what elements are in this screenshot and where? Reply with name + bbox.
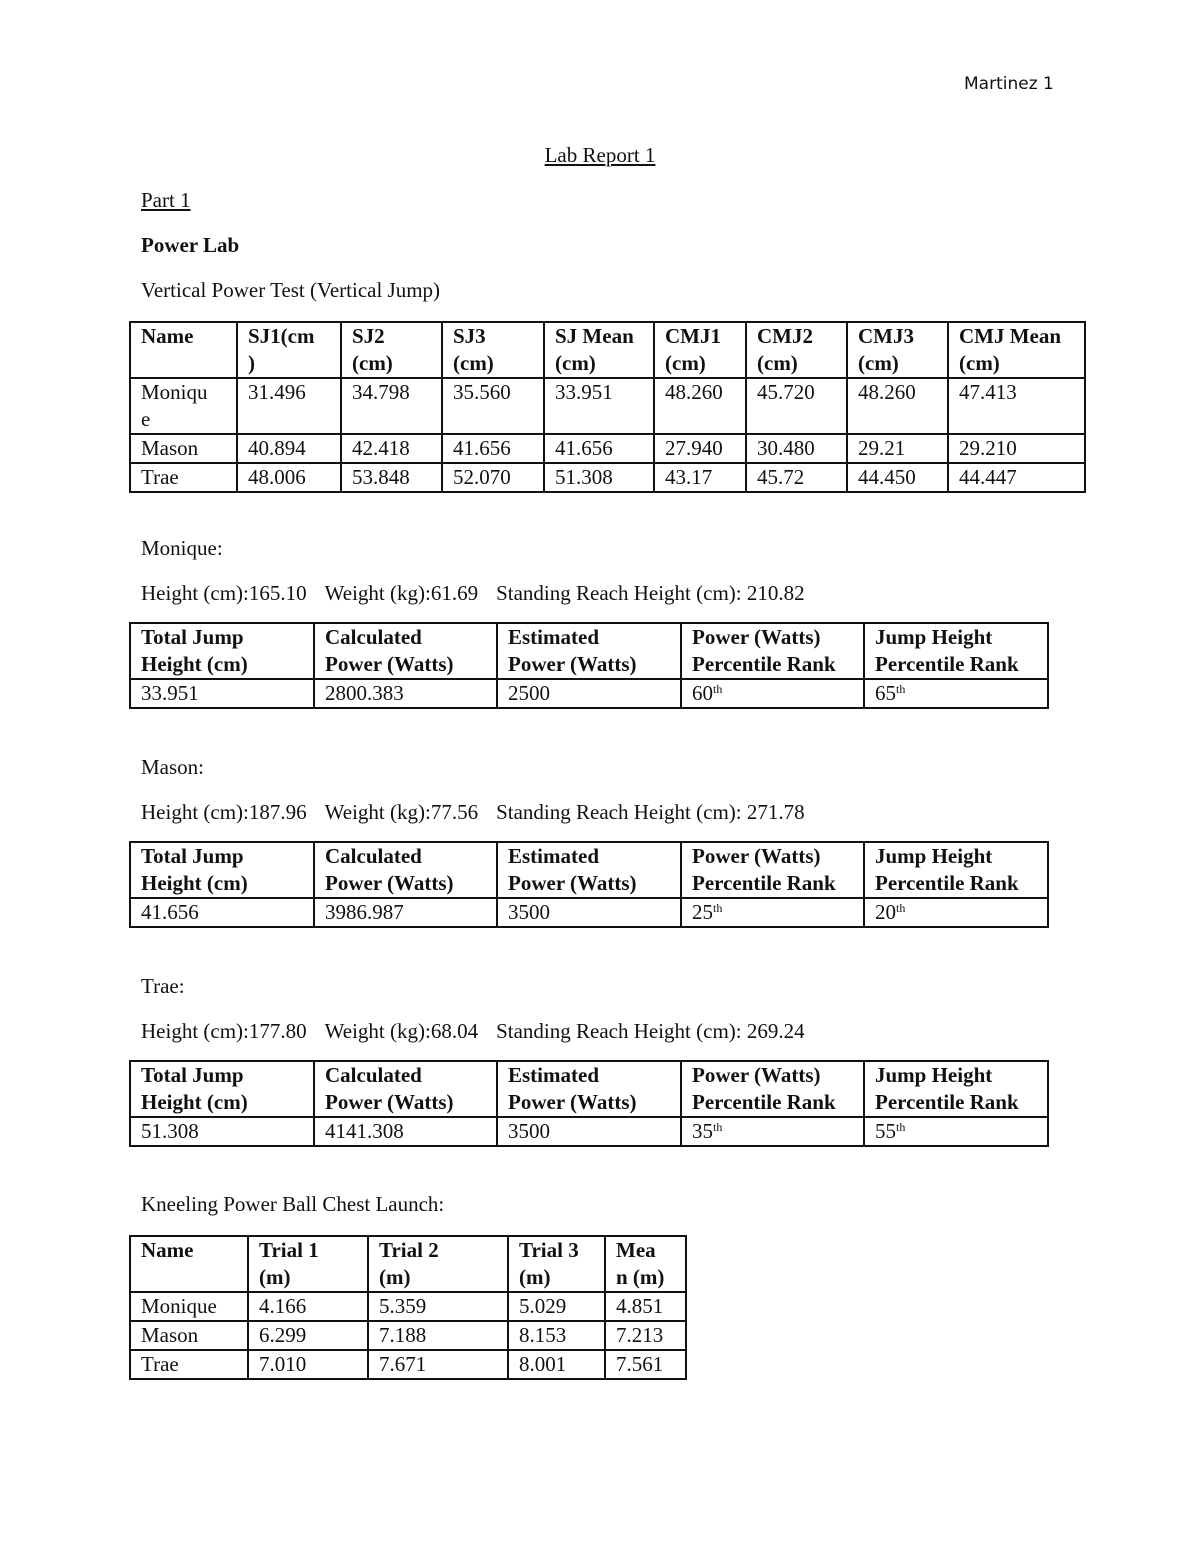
- value-cell: 3986.987: [314, 898, 497, 927]
- value-cell: 2500: [497, 679, 681, 708]
- athlete-power-table: [129, 841, 1049, 928]
- vertical-test-label: Vertical Power Test (Vertical Jump): [141, 278, 441, 302]
- table-header-row: [130, 322, 1085, 378]
- name-cell: Mason: [130, 434, 237, 463]
- header-cell: Name: [130, 322, 237, 378]
- athlete-weight: Weight (kg):77.56: [324, 800, 479, 824]
- name-cell: Moniqu e: [130, 378, 237, 434]
- part-label: Part 1: [141, 188, 191, 212]
- name-cell: Trae: [130, 463, 237, 492]
- name-cell: Monique: [130, 1292, 248, 1321]
- header-cell: Total Jump Height (cm): [130, 842, 314, 898]
- athlete-label: Trae:: [141, 974, 185, 998]
- ball-launch-label: Kneeling Power Ball Chest Launch:: [141, 1192, 445, 1216]
- name-cell: Mason: [130, 1321, 248, 1350]
- value-cell: 7.188: [368, 1321, 508, 1350]
- athlete-power-table: [129, 1060, 1049, 1147]
- value-cell: 33.951: [544, 378, 654, 434]
- table-row: [130, 1117, 1048, 1146]
- value-cell: 51.308: [130, 1117, 314, 1146]
- table-header-row: [130, 1061, 1048, 1117]
- header-cell: SJ2 (cm): [341, 322, 442, 378]
- table-header-row: [130, 623, 1048, 679]
- value-cell: 5.029: [508, 1292, 605, 1321]
- value-cell: 20th: [864, 898, 1048, 927]
- value-cell: 5.359: [368, 1292, 508, 1321]
- value-cell: 42.418: [341, 434, 442, 463]
- header-cell: Total Jump Height (cm): [130, 623, 314, 679]
- value-cell: 44.447: [948, 463, 1085, 492]
- value-cell: 48.260: [847, 378, 948, 434]
- section-heading: Power Lab: [141, 233, 240, 257]
- athlete-label: Monique:: [141, 536, 223, 560]
- value-cell: 4.851: [605, 1292, 686, 1321]
- value-cell: 4141.308: [314, 1117, 497, 1146]
- table-row: [130, 1292, 686, 1321]
- table-row: [130, 1350, 686, 1379]
- value-cell: 65th: [864, 679, 1048, 708]
- value-cell: 3500: [497, 1117, 681, 1146]
- value-cell: 25th: [681, 898, 864, 927]
- table-row: [130, 898, 1048, 927]
- header-cell: Mea n (m): [605, 1236, 686, 1292]
- value-cell: 7.671: [368, 1350, 508, 1379]
- value-cell: 47.413: [948, 378, 1085, 434]
- header-cell: CMJ Mean (cm): [948, 322, 1085, 378]
- vertical-jump-table: [129, 321, 1086, 493]
- header-cell: Estimated Power (Watts): [497, 1061, 681, 1117]
- value-cell: 33.951: [130, 679, 314, 708]
- header-cell: CMJ1 (cm): [654, 322, 746, 378]
- header-cell: CMJ2 (cm): [746, 322, 847, 378]
- table-header-row: [130, 1236, 686, 1292]
- header-cell: Name: [130, 1236, 248, 1292]
- ball-launch-table: [129, 1235, 687, 1380]
- athlete-reach: Standing Reach Height (cm): 210.82: [496, 581, 805, 605]
- value-cell: 27.940: [654, 434, 746, 463]
- value-cell: 48.006: [237, 463, 341, 492]
- athlete-info: [141, 581, 823, 606]
- value-cell: 40.894: [237, 434, 341, 463]
- header-cell: Jump Height Percentile Rank: [864, 1061, 1048, 1117]
- value-cell: 35.560: [442, 378, 544, 434]
- header-cell: SJ Mean (cm): [544, 322, 654, 378]
- value-cell: 41.656: [442, 434, 544, 463]
- value-cell: 3500: [497, 898, 681, 927]
- header-cell: Jump Height Percentile Rank: [864, 623, 1048, 679]
- value-cell: 53.848: [341, 463, 442, 492]
- page-title: Lab Report 1: [544, 143, 656, 167]
- value-cell: 7.213: [605, 1321, 686, 1350]
- athlete-power-table: [129, 622, 1049, 709]
- value-cell: 45.72: [746, 463, 847, 492]
- table-row: [130, 378, 1085, 434]
- header-cell: SJ1(cm ): [237, 322, 341, 378]
- value-cell: 7.010: [248, 1350, 368, 1379]
- value-cell: 41.656: [544, 434, 654, 463]
- athlete-reach: Standing Reach Height (cm): 269.24: [496, 1019, 805, 1043]
- value-cell: 60th: [681, 679, 864, 708]
- name-cell: Trae: [130, 1350, 248, 1379]
- table-row: [130, 463, 1085, 492]
- athlete-label: Mason:: [141, 755, 204, 779]
- value-cell: 51.308: [544, 463, 654, 492]
- value-cell: 29.210: [948, 434, 1085, 463]
- value-cell: 30.480: [746, 434, 847, 463]
- athlete-info: [141, 800, 823, 825]
- header-cell: Power (Watts) Percentile Rank: [681, 1061, 864, 1117]
- table-header-row: [130, 842, 1048, 898]
- value-cell: 41.656: [130, 898, 314, 927]
- value-cell: 44.450: [847, 463, 948, 492]
- athlete-height: Height (cm):187.96: [141, 800, 307, 824]
- value-cell: 35th: [681, 1117, 864, 1146]
- header-cell: Calculated Power (Watts): [314, 842, 497, 898]
- value-cell: 8.153: [508, 1321, 605, 1350]
- value-cell: 55th: [864, 1117, 1048, 1146]
- header-cell: Calculated Power (Watts): [314, 623, 497, 679]
- header-cell: Calculated Power (Watts): [314, 1061, 497, 1117]
- value-cell: 31.496: [237, 378, 341, 434]
- header-cell: Trial 1 (m): [248, 1236, 368, 1292]
- value-cell: 29.21: [847, 434, 948, 463]
- value-cell: 7.561: [605, 1350, 686, 1379]
- athlete-reach: Standing Reach Height (cm): 271.78: [496, 800, 805, 824]
- athlete-weight: Weight (kg):61.69: [324, 581, 479, 605]
- value-cell: 6.299: [248, 1321, 368, 1350]
- table-row: [130, 434, 1085, 463]
- header-cell: Estimated Power (Watts): [497, 623, 681, 679]
- header-cell: Trial 2 (m): [368, 1236, 508, 1292]
- header-cell: Power (Watts) Percentile Rank: [681, 842, 864, 898]
- value-cell: 52.070: [442, 463, 544, 492]
- header-cell: SJ3 (cm): [442, 322, 544, 378]
- table-row: [130, 679, 1048, 708]
- athlete-height: Height (cm):165.10: [141, 581, 307, 605]
- athlete-info: [141, 1019, 823, 1044]
- value-cell: 8.001: [508, 1350, 605, 1379]
- value-cell: 45.720: [746, 378, 847, 434]
- athlete-height: Height (cm):177.80: [141, 1019, 307, 1043]
- value-cell: 48.260: [654, 378, 746, 434]
- value-cell: 2800.383: [314, 679, 497, 708]
- page-header-author: Martinez 1: [964, 74, 1054, 94]
- value-cell: 43.17: [654, 463, 746, 492]
- header-cell: Trial 3 (m): [508, 1236, 605, 1292]
- value-cell: 34.798: [341, 378, 442, 434]
- header-cell: Total Jump Height (cm): [130, 1061, 314, 1117]
- athlete-weight: Weight (kg):68.04: [324, 1019, 479, 1043]
- header-cell: Estimated Power (Watts): [497, 842, 681, 898]
- header-cell: Jump Height Percentile Rank: [864, 842, 1048, 898]
- header-cell: Power (Watts) Percentile Rank: [681, 623, 864, 679]
- value-cell: 4.166: [248, 1292, 368, 1321]
- table-row: [130, 1321, 686, 1350]
- header-cell: CMJ3 (cm): [847, 322, 948, 378]
